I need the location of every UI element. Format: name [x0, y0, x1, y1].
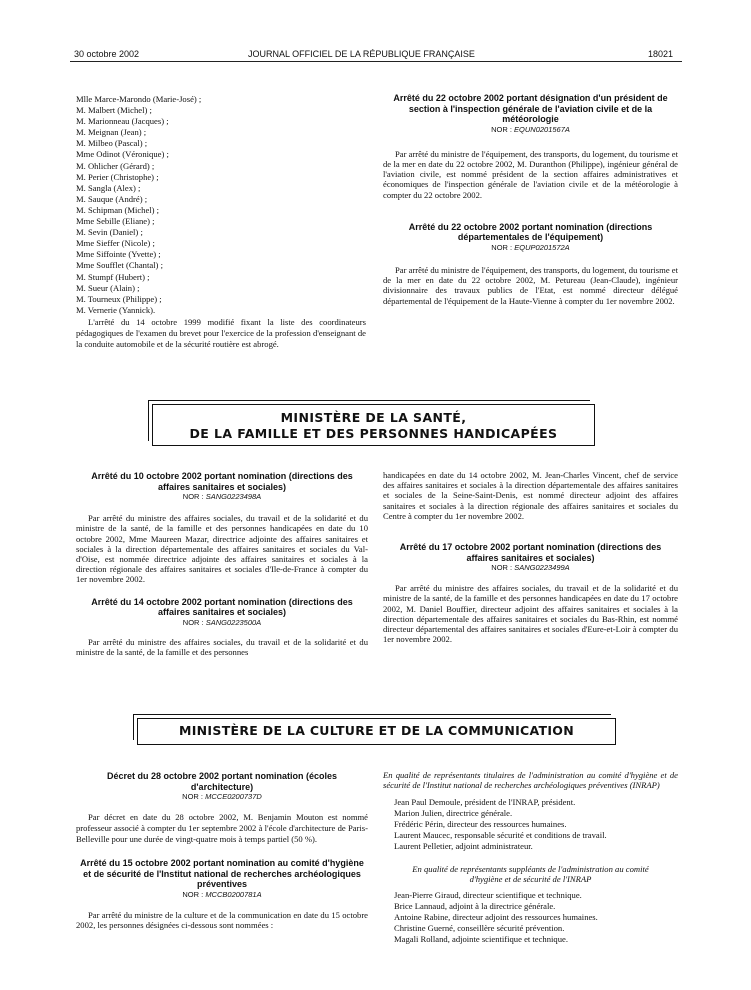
list-item: M. Marionneau (Jacques) ;: [76, 116, 169, 127]
list-item: Mlle Marce-Marondo (Marie-José) ;: [76, 94, 202, 104]
nor-reference: NOR : MCCB0200781A: [182, 889, 262, 899]
list-item: Christine Guerné, conseillère sécurité prévention.: [394, 923, 565, 933]
article-body: Par arrêté du ministre des affaires sociales, du travail et de la solidarité et du ministre de la santé, de la famille et des personnes handicapées en date du 10 octobre 2002, Mme Maureen Mazar, directrice adjointe des affaires sanitaires et sociales à la direction départementale des affaires sanitaires et sociales du Val-d'Oise, est nommée directrice adjointe des affaires sanitaires et sociales à la direction régionale des affaires sanitaires et sociales d'Ile-de-France à compter du 1er novembre 2002.: [76, 513, 368, 585]
list-item: M. Sueur (Alain) ;: [76, 282, 140, 293]
article-body: Par arrêté du ministre des affaires sociales, du travail et de la solidarité et du ministre de la santé, de la famille et des personnes handicapées en date du 17 octobre 2002, M. Daniel Bouffier, directeur adjoint des affaires sanitaires et sociales à la direction départementale des affaires sanitaires et sociales du Bas-Rhin, est nommé directeur départemental des affaires sanitaires et sociales d'Eure-et-Loir à compter du 1er novembre 2002.: [383, 583, 678, 645]
list-item: Laurent Maucec, responsable sécurité et conditions de travail.: [394, 830, 607, 840]
header-rule: [70, 61, 682, 62]
deputy-heading: En qualité de représentants suppléants de l'administration au comité d'hygiène et de sécurité de l'INRAP: [412, 864, 649, 884]
nor-reference: NOR : SANG0223500A: [182, 617, 262, 627]
titular-list: [383, 797, 678, 852]
article-body-continued: handicapées en date du 14 octobre 2002, M. Jean-Charles Vincent, chef de service des affaires sanitaires et sociales à la direction départementale des affaires sanitaires et sociales de la Seine-Saint-Denis, est nommé directeur adjoint des affaires sanitaires et sociales à la direction régionale des affaires sanitaires et sociales du Centre à compter du 1er novembre 2002.: [383, 470, 678, 521]
list-item: Mme Sebille (Eliane) ;: [76, 216, 155, 227]
list-item: M. Sauque (André) ;: [76, 193, 148, 204]
list-item: Laurent Pelletier, adjoint administrateur.: [394, 841, 533, 851]
list-item: M. Perier (Christophe) ;: [76, 171, 159, 182]
nor-reference: NOR : SANG0223498A: [182, 492, 262, 501]
equipment-column: [383, 93, 678, 306]
abrogation-paragraph: L'arrêté du 14 octobre 1999 modifié fixant la liste des coordinateurs pédagogiques de l'examen du brevet pour l'exercice de la profession d'enseignant de la conduite automobile et de la sécurité routière est abrogé.: [76, 316, 366, 350]
titular-heading: En qualité de représentants titulaires de l'administration au comité d'hygiène et de sécurité de l'Institut national de recherches archéologiques préventives (INRAP): [383, 770, 678, 790]
article-title: Arrêté du 10 octobre 2002 portant nomination (directions des affaires sanitaires et sociales): [91, 471, 353, 492]
header-date: 30 octobre 2002: [74, 49, 140, 59]
article-body: Par arrêté du ministre de l'équipement, des transports, du logement, du tourisme et de la mer en date du 22 octobre 2002, M. Duranthon (Philippe), ingénieur général de l'aviation civile, est nommé président de la section affaires administratives et économiques de l'inspection générale de l'aviation civile et de la météorologie à compter du 22 octobre 2002.: [383, 148, 678, 200]
deputy-list: [383, 890, 678, 945]
list-item: Frédéric Périn, directeur des ressources humaines.: [394, 819, 567, 829]
list-item: M. Schipman (Michel) ;: [76, 204, 160, 215]
banner-shadow: [148, 400, 590, 441]
list-item: M. Vernerie (Yannick).: [76, 304, 156, 315]
list-item: Mme Siffointe (Yvette) ;: [76, 249, 161, 260]
list-item: M. Sangla (Alex) ;: [76, 182, 141, 193]
list-item: M. Meignan (Jean) ;: [76, 127, 147, 138]
list-item: Jean-Pierre Giraud, directeur scientifique et technique.: [394, 890, 582, 900]
list-item: Mme Odinot (Véronique) ;: [76, 149, 169, 160]
nor-reference: NOR : EQUP0201572A: [491, 242, 570, 252]
list-item: M. Stumpf (Hubert) ;: [76, 271, 150, 282]
header-title: JOURNAL OFFICIEL DE LA RÉPUBLIQUE FRANÇAISE: [248, 49, 475, 59]
nor-reference: NOR : SANG0223499A: [491, 563, 570, 573]
article-body: Par arrêté du ministre des affaires sociales, du travail et de la solidarité et du ministre de la santé, de la famille et des personnes: [76, 636, 368, 658]
culture-left-column: [76, 771, 368, 930]
header-page-number: 18021: [648, 49, 674, 59]
article-title: Décret du 28 octobre 2002 portant nomination (écoles d'architecture): [106, 771, 338, 792]
article-body: Par arrêté du ministre de la culture et de la communication en date du 15 octobre 2002, les personnes désignées ci-dessous sont nommées :: [76, 909, 368, 931]
list-item: M. Ohlicher (Gérard) ;: [76, 160, 155, 171]
culture-right-column: [383, 770, 678, 945]
coordinator-name-list: [76, 94, 366, 350]
list-item: M. Tourneux (Philippe) ;: [76, 293, 162, 304]
article-title: Arrêté du 15 octobre 2002 portant nomination au comité d'hygiène et de sécurité de l'Institut national de recherches archéologiques préventives: [80, 858, 364, 890]
nor-reference: NOR : EQUN0201567A: [491, 124, 570, 134]
article-title: Arrêté du 22 octobre 2002 portant nomination (directions départementales de l'équipement): [408, 221, 653, 243]
list-item: Mme Sieffer (Nicole) ;: [76, 238, 155, 249]
banner-shadow: [133, 714, 611, 740]
ministry-title-line: MINISTÈRE DE LA CULTURE ET DE LA COMMUNICATION: [178, 723, 574, 738]
list-item: Brice Lannaud, adjoint à la directrice générale.: [394, 901, 556, 911]
list-item: Antoine Rabine, directeur adjoint des ressources humaines.: [394, 912, 598, 922]
list-item: Jean Paul Demoule, président de l'INRAP, président.: [394, 797, 576, 807]
list-item: Mme Soufflet (Chantal) ;: [76, 260, 163, 271]
nor-reference: NOR : MCCE0200737D: [182, 792, 262, 801]
list-item: M. Malbert (Michel) ;: [76, 105, 152, 116]
ministry-title-line: DE LA FAMILLE ET DES PERSONNES HANDICAPÉES: [189, 426, 558, 441]
list-item: Marion Julien, directrice générale.: [394, 808, 513, 818]
sante-right-column: [383, 470, 678, 644]
article-title: Arrêté du 17 octobre 2002 portant nomination (directions des affaires sanitaires et sociales): [399, 542, 662, 563]
sante-left-column: [76, 471, 368, 657]
article-title: Arrêté du 14 octobre 2002 portant nomination (directions des affaires sanitaires et sociales): [91, 596, 353, 618]
article-body: Par décret en date du 28 octobre 2002, M. Benjamin Mouton est nommé professeur associé à compter du 1er septembre 2002 à l'école d'architecture de Paris-Belleville pour une durée de vingt-quatre mois à temps partiel (50 %).: [76, 812, 368, 845]
list-item: M. Milbeo (Pascal) ;: [76, 138, 148, 149]
article-title: Arrêté du 22 octobre 2002 portant désignation d'un président de section à l'inspection générale de l'aviation civile et de la météorologie: [393, 93, 668, 124]
ministry-title-line: MINISTÈRE DE LA SANTÉ,: [280, 410, 467, 425]
list-item: Magali Rolland, adjointe scientifique et technique.: [394, 934, 568, 944]
article-body: Par arrêté du ministre de l'équipement, des transports, du logement, du tourisme et de la mer en date du 22 octobre 2002, M. Petureau (Jean-Claude), ingénieur divisionnaire des travaux publics de l'Etat, est nommé directeur délégué départemental de l'équipement de la Haute-Vienne à compter du 1er novembre 2002.: [383, 264, 678, 306]
list-item: M. Sevin (Daniel) ;: [76, 227, 143, 238]
